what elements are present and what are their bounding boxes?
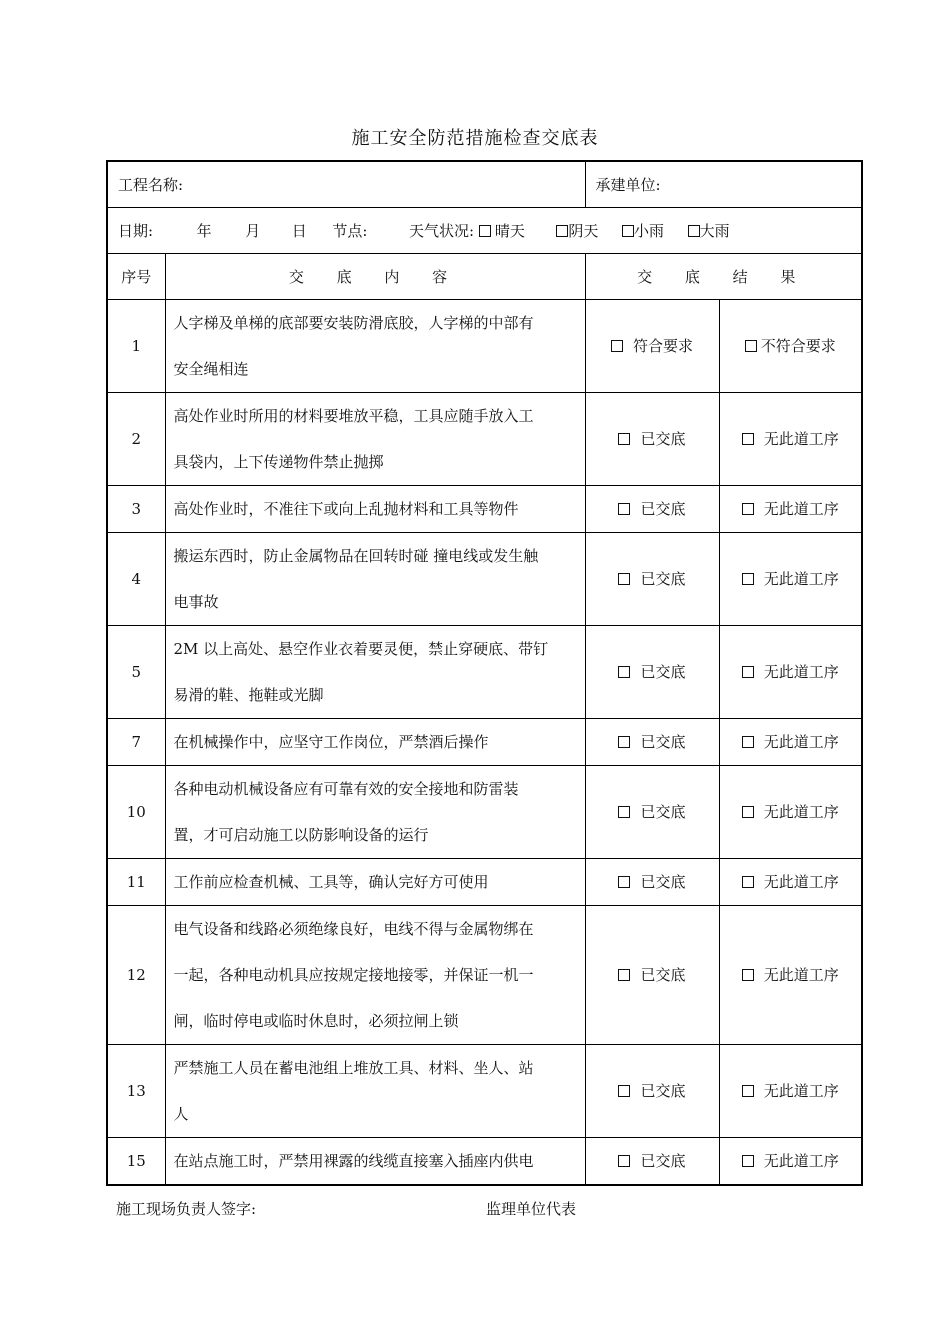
date-weather-row (107, 207, 862, 253)
checkbox-icon[interactable] (479, 225, 491, 237)
content-line: 2M 以上高处、悬空作业衣着要灵便，禁止穿硬底、带钉 (173, 639, 549, 658)
content-line: 安全绳相连 (173, 359, 249, 378)
table-row (107, 765, 862, 858)
result-option-label: 已交底 (640, 733, 686, 751)
row-seq: 12 (107, 905, 165, 1044)
result-option-label: 无此道工序 (763, 1152, 839, 1170)
result-option-label: 无此道工序 (763, 570, 839, 588)
checkbox-icon[interactable] (618, 806, 630, 818)
row-seq: 13 (107, 1044, 165, 1137)
result-option-label: 无此道工序 (763, 803, 839, 821)
table-row (107, 858, 862, 905)
result-option[interactable] (719, 392, 862, 485)
checkbox-icon[interactable] (742, 1155, 754, 1167)
content-line: 高处作业时所用的材料要堆放平稳，工具应随手放入工 (173, 406, 534, 425)
content-line: 人 (173, 1104, 189, 1123)
result-option[interactable] (585, 625, 719, 718)
row-content (165, 532, 585, 625)
checkbox-icon[interactable] (742, 806, 754, 818)
content-line: 在站点施工时，严禁用裸露的线缆直接塞入插座内供电 (173, 1151, 534, 1170)
result-option[interactable] (585, 1044, 719, 1137)
result-option-label: 符合要求 (632, 337, 693, 355)
content-line: 在机械操作中，应坚守工作岗位，严禁酒后操作 (173, 732, 489, 751)
row-content (165, 858, 585, 905)
result-option[interactable] (719, 532, 862, 625)
date-label: 日期: (118, 221, 154, 240)
result-header: 交 底 结 果 (585, 253, 862, 299)
result-option-label: 无此道工序 (763, 966, 839, 984)
result-option[interactable] (585, 765, 719, 858)
checkbox-icon[interactable] (622, 225, 634, 237)
result-option-label: 已交底 (640, 1152, 686, 1170)
content-line: 置，才可启动施工以防影响设备的运行 (173, 825, 429, 844)
content-line: 电气设备和线路必须绝缘良好，电线不得与金属物绑在 (173, 919, 534, 938)
content-line: 易滑的鞋、拖鞋或光脚 (173, 685, 324, 704)
content-line: 高处作业时，不准往下或向上乱抛材料和工具等物件 (173, 499, 519, 518)
row-content (165, 718, 585, 765)
content-line: 电事故 (173, 592, 219, 611)
result-option-label: 已交底 (640, 430, 686, 448)
table-row (107, 905, 862, 1044)
row-seq: 5 (107, 625, 165, 718)
table-row (107, 485, 862, 532)
table-row (107, 299, 862, 392)
result-option[interactable] (719, 765, 862, 858)
row-content (165, 1137, 585, 1185)
result-option[interactable] (719, 858, 862, 905)
checkbox-icon[interactable] (618, 573, 630, 585)
year-label: 年 (196, 221, 212, 240)
checkbox-icon[interactable] (742, 969, 754, 981)
result-option[interactable] (585, 299, 719, 392)
supervisor-signature: 监理单位代表 (486, 1200, 577, 1218)
result-option-label: 已交底 (640, 500, 686, 518)
row-seq: 7 (107, 718, 165, 765)
checkbox-icon[interactable] (742, 503, 754, 515)
table-row (107, 625, 862, 718)
table-row (107, 392, 862, 485)
content-line: 搬运东西时，防止金属物品在回转时碰 撞电线或发生触 (173, 546, 539, 565)
content-line: 严禁施工人员在蓄电池组上堆放工具、材料、坐人、站 (173, 1058, 534, 1077)
inspection-table (106, 160, 863, 1186)
result-option-label: 已交底 (640, 570, 686, 588)
result-option[interactable] (719, 625, 862, 718)
content-line: 一起，各种电动机具应按规定接地接零，并保证一机一 (173, 965, 534, 984)
table-body (107, 299, 862, 1185)
contractor-cell (585, 161, 862, 207)
date-weather-cell (107, 207, 862, 253)
result-option[interactable] (585, 392, 719, 485)
project-name-cell (107, 161, 585, 207)
checkbox-icon[interactable] (742, 876, 754, 888)
row-content (165, 625, 585, 718)
weather-cloudy: 阴天 (568, 221, 599, 240)
result-option-label: 无此道工序 (763, 733, 839, 751)
checkbox-icon[interactable] (618, 503, 630, 515)
result-option-label: 无此道工序 (763, 1082, 839, 1100)
weather-sunny: 晴天 (494, 221, 525, 240)
row-seq: 4 (107, 532, 165, 625)
row-seq: 1 (107, 299, 165, 392)
checkbox-icon[interactable] (556, 225, 568, 237)
content-line: 具袋内，上下传递物件禁止抛掷 (173, 452, 384, 471)
content-line: 人字梯及单梯的底部要安装防滑底胶，人字梯的中部有 (173, 313, 534, 332)
weather-light-rain: 小雨 (633, 221, 664, 240)
result-option-label: 无此道工序 (763, 430, 839, 448)
weather-label: 天气状况: (408, 221, 475, 240)
result-option[interactable] (585, 718, 719, 765)
checkbox-icon[interactable] (742, 1085, 754, 1097)
row-seq: 15 (107, 1137, 165, 1185)
table-row (107, 718, 862, 765)
row-content (165, 1044, 585, 1137)
weather-heavy-rain: 大雨 (699, 221, 730, 240)
result-option-label: 已交底 (640, 873, 686, 891)
row-content (165, 905, 585, 1044)
result-option[interactable] (585, 1137, 719, 1185)
result-option-label: 无此道工序 (763, 873, 839, 891)
result-option-label: 已交底 (640, 803, 686, 821)
row-content (165, 392, 585, 485)
result-option[interactable] (719, 905, 862, 1044)
seq-header: 序号 (107, 253, 165, 299)
result-option[interactable] (719, 1044, 862, 1137)
checkbox-icon[interactable] (618, 736, 630, 748)
checkbox-icon[interactable] (745, 340, 757, 352)
result-option-label: 无此道工序 (763, 500, 839, 518)
content-line: 各种电动机械设备应有可靠有效的安全接地和防雷装 (173, 779, 519, 798)
row-seq: 3 (107, 485, 165, 532)
node-label: 节点: (332, 221, 368, 240)
row-seq: 10 (107, 765, 165, 858)
table-row (107, 1137, 862, 1185)
checkbox-icon[interactable] (618, 969, 630, 981)
result-option[interactable] (585, 905, 719, 1044)
checkbox-icon[interactable] (618, 666, 630, 678)
checkbox-icon[interactable] (688, 225, 700, 237)
checkbox-icon[interactable] (618, 1085, 630, 1097)
table-row (107, 1044, 862, 1137)
result-option[interactable] (719, 485, 862, 532)
result-option-label: 不符合要求 (760, 337, 836, 355)
project-name-label: 工程名称: (118, 175, 184, 194)
day-label: 日 (291, 221, 307, 240)
column-header-row (107, 253, 862, 299)
checkbox-icon[interactable] (611, 340, 623, 352)
result-option-label: 已交底 (640, 966, 686, 984)
result-option[interactable] (719, 299, 862, 392)
site-lead-signature: 施工现场负责人签字: (116, 1200, 257, 1218)
result-option-label: 已交底 (640, 663, 686, 681)
checkbox-icon[interactable] (618, 433, 630, 445)
result-option-label: 无此道工序 (763, 663, 839, 681)
row-content (165, 299, 585, 392)
result-option[interactable] (719, 718, 862, 765)
contractor-label: 承建单位: (595, 175, 661, 194)
result-option-label: 已交底 (640, 1082, 686, 1100)
row-seq: 2 (107, 392, 165, 485)
checkbox-icon[interactable] (742, 736, 754, 748)
project-row (107, 161, 862, 207)
content-line: 闸，临时停电或临时休息时，必须拉闸上锁 (173, 1011, 459, 1030)
document-title: 施工安全防范措施检查交底表 (351, 128, 599, 149)
row-content (165, 485, 585, 532)
checkbox-icon[interactable] (742, 666, 754, 678)
result-option[interactable] (719, 1137, 862, 1185)
result-option[interactable] (585, 485, 719, 532)
checkbox-icon[interactable] (618, 876, 630, 888)
checkbox-icon[interactable] (742, 433, 754, 445)
content-line: 工作前应检查机械、工具等，确认完好方可使用 (173, 872, 489, 891)
result-option[interactable] (585, 532, 719, 625)
row-seq: 11 (107, 858, 165, 905)
table-row (107, 532, 862, 625)
result-option[interactable] (585, 858, 719, 905)
checkbox-icon[interactable] (618, 1155, 630, 1167)
month-label: 月 (245, 221, 261, 240)
content-header: 交 底 内 容 (165, 253, 585, 299)
row-content (165, 765, 585, 858)
checkbox-icon[interactable] (742, 573, 754, 585)
